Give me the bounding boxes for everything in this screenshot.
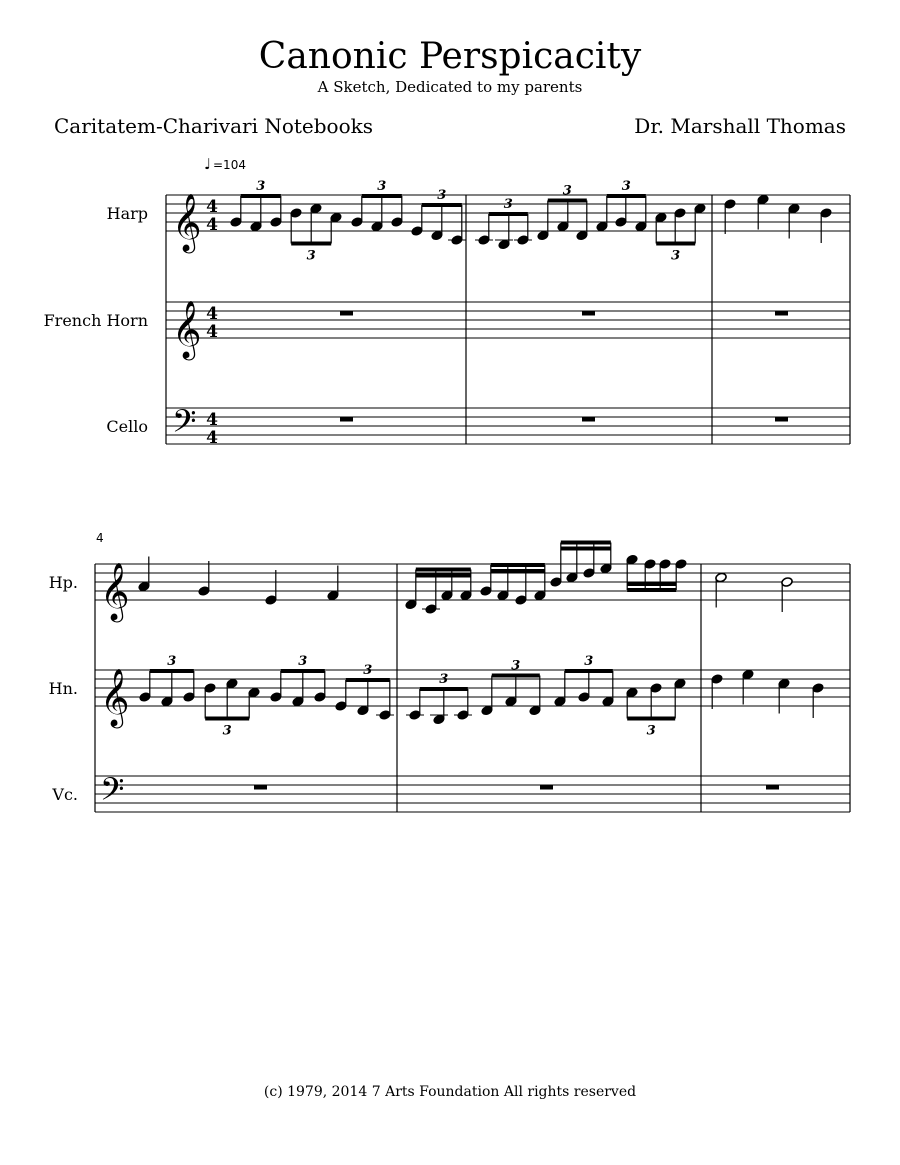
instrument-label: Cello bbox=[106, 417, 148, 436]
beamed-group bbox=[290, 203, 342, 263]
tuplet-number: 3 bbox=[363, 663, 373, 678]
tempo-value: =104 bbox=[213, 158, 246, 172]
beamed-group bbox=[406, 672, 472, 725]
tuplet-number: 3 bbox=[298, 654, 308, 669]
treble-clef-icon: 𝄞 bbox=[172, 300, 202, 358]
tuplet-number: 3 bbox=[671, 248, 681, 264]
copyright-notice: (c) 1979, 2014 7 Arts Foundation All rights reserved bbox=[263, 1084, 637, 1100]
beamed-group bbox=[480, 563, 546, 605]
beam bbox=[491, 563, 545, 567]
beam bbox=[489, 212, 528, 216]
staff-3 bbox=[166, 408, 850, 444]
beamed-group bbox=[204, 678, 260, 738]
beam bbox=[346, 678, 390, 682]
tuplet-number: 3 bbox=[584, 654, 594, 669]
whole-rest bbox=[582, 311, 595, 316]
beam bbox=[565, 669, 613, 673]
whole-rest bbox=[766, 785, 779, 790]
tuplet-number: 3 bbox=[306, 248, 316, 264]
tuplet-number: 3 bbox=[621, 179, 631, 194]
harp-music bbox=[230, 179, 832, 264]
horn-music bbox=[139, 654, 824, 739]
bass-clef-icon: 𝄢 bbox=[172, 403, 197, 447]
bass-clef-icon: 𝄢 bbox=[100, 771, 125, 815]
beam bbox=[607, 194, 646, 198]
tuplet-number: 3 bbox=[222, 723, 232, 739]
beamed-group bbox=[481, 659, 541, 716]
beam bbox=[205, 717, 249, 721]
beamed-group bbox=[270, 654, 326, 707]
treble-clef-icon: 𝄞 bbox=[172, 193, 202, 251]
beam bbox=[561, 541, 611, 545]
beam bbox=[548, 199, 587, 203]
beam bbox=[281, 669, 325, 673]
staff-3 bbox=[95, 776, 850, 812]
composer-name: Dr. Marshall Thomas bbox=[634, 114, 846, 138]
tuplet-number: 3 bbox=[503, 197, 513, 212]
beamed-group bbox=[475, 197, 532, 250]
score-title: Canonic Perspicacity bbox=[258, 36, 642, 77]
time-signature-top: 4 bbox=[206, 304, 218, 324]
beamed-group bbox=[139, 654, 195, 707]
collection-name: Caritatem-Charivari Notebooks bbox=[54, 114, 374, 138]
beam bbox=[422, 203, 462, 207]
whole-rest bbox=[775, 311, 788, 316]
score-subtitle: A Sketch, Dedicated to my parents bbox=[317, 78, 583, 96]
time-signature-bottom: 4 bbox=[206, 428, 218, 448]
instrument-label: Harp bbox=[106, 204, 148, 223]
beam bbox=[150, 669, 194, 673]
beam bbox=[627, 582, 676, 586]
beamed-group bbox=[626, 678, 686, 738]
beam bbox=[416, 568, 471, 572]
beamed-group bbox=[655, 203, 706, 263]
whole-rest bbox=[340, 417, 353, 422]
whole-rest bbox=[540, 785, 553, 790]
quarter-note-icon: ♩ bbox=[204, 155, 212, 173]
beam bbox=[627, 588, 676, 592]
tuplet-number: 3 bbox=[439, 672, 449, 687]
instrument-label: Hn. bbox=[48, 679, 78, 698]
measure-number: 4 bbox=[96, 531, 104, 545]
beam bbox=[241, 194, 281, 198]
instrument-label: Hp. bbox=[48, 573, 78, 592]
beamed-group bbox=[554, 654, 614, 707]
tuplet-number: 3 bbox=[256, 179, 266, 194]
beam bbox=[492, 674, 540, 678]
time-signature-top: 4 bbox=[206, 410, 218, 430]
tuplet-number: 3 bbox=[562, 183, 572, 199]
beamed-group bbox=[596, 179, 647, 232]
treble-clef-icon: 𝄞 bbox=[100, 562, 130, 620]
staff-2 bbox=[166, 302, 850, 338]
time-signature-bottom: 4 bbox=[206, 322, 218, 342]
harp-music bbox=[138, 541, 793, 615]
treble-clef-icon: 𝄞 bbox=[100, 668, 130, 726]
beamed-group bbox=[351, 179, 403, 232]
beamed-group bbox=[411, 188, 466, 245]
beam bbox=[491, 569, 545, 573]
beam bbox=[291, 242, 331, 246]
tuplet-number: 3 bbox=[646, 723, 656, 739]
beamed-group bbox=[230, 179, 282, 232]
whole-rest bbox=[775, 417, 788, 422]
system-2 bbox=[49, 541, 850, 816]
beam bbox=[420, 687, 468, 691]
whole-rest bbox=[254, 785, 267, 790]
beam bbox=[627, 717, 675, 721]
whole-rest bbox=[340, 311, 353, 316]
beam bbox=[561, 547, 611, 551]
tuplet-number: 3 bbox=[511, 658, 521, 674]
tuplet-number: 3 bbox=[167, 654, 177, 669]
time-signature-bottom: 4 bbox=[206, 215, 218, 235]
beamed-group bbox=[335, 663, 394, 720]
time-signature-top: 4 bbox=[206, 197, 218, 217]
beam bbox=[416, 574, 471, 578]
tempo-marking bbox=[204, 155, 246, 173]
tuplet-number: 3 bbox=[377, 179, 387, 194]
whole-rest bbox=[582, 417, 595, 422]
system-1 bbox=[44, 179, 850, 448]
tuplet-number: 3 bbox=[437, 188, 447, 203]
beamed-group bbox=[537, 184, 588, 241]
instrument-label: Vc. bbox=[52, 785, 78, 804]
beam bbox=[362, 194, 402, 198]
instrument-label: French Horn bbox=[43, 311, 148, 330]
beam bbox=[656, 242, 695, 246]
